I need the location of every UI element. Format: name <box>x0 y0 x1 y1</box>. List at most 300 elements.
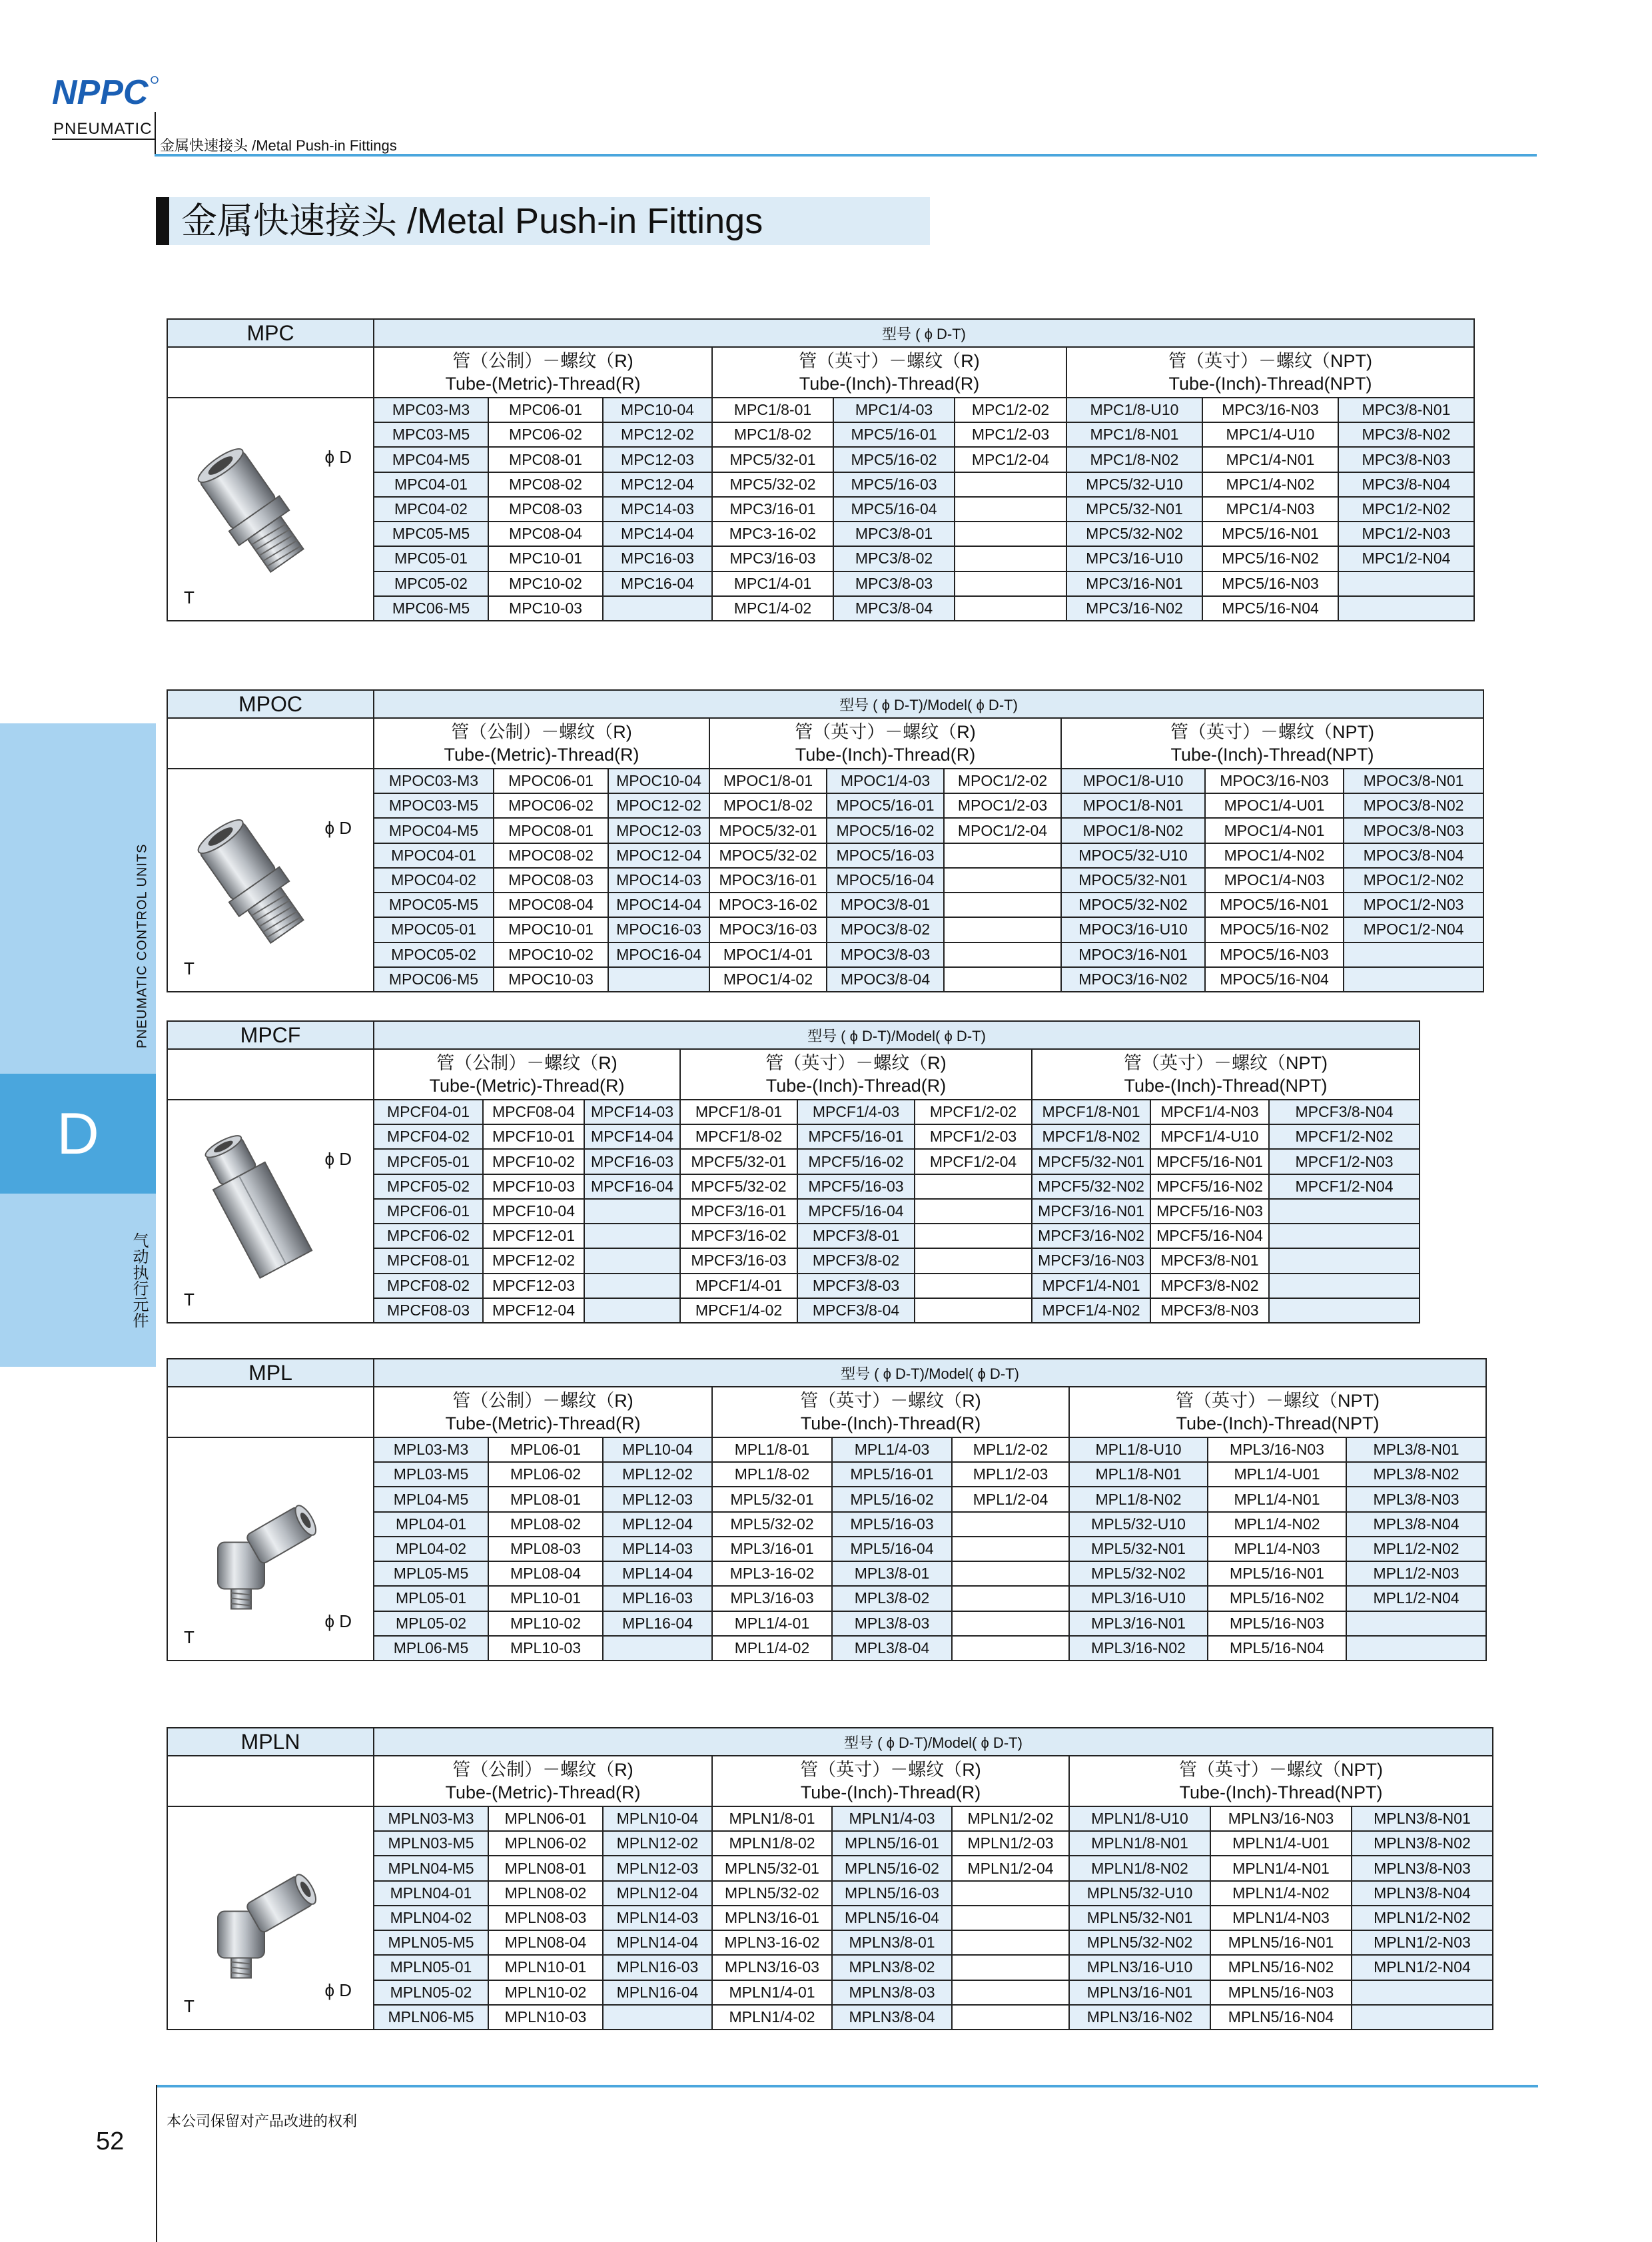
model-code-cell: MPOC5/16-N01 <box>1205 893 1344 917</box>
model-code-cell <box>584 1199 680 1224</box>
fitting-table-mpln <box>167 1727 1493 2030</box>
model-code-cell: MPCF3/16-01 <box>680 1199 797 1224</box>
group-header-en: Tube-(Inch)-Thread(R) <box>800 1782 981 1802</box>
model-code-cell <box>1346 1611 1486 1636</box>
model-code-cell: MPLN16-04 <box>603 1980 712 2005</box>
column-group-header <box>709 718 1061 769</box>
model-code-cell: MPL08-01 <box>488 1487 603 1511</box>
model-code-cell: MPC1/8-N02 <box>1066 447 1202 472</box>
model-code-cell: MPOC10-04 <box>608 769 709 793</box>
model-code-cell: MPLN3/8-N04 <box>1352 1881 1493 1906</box>
model-code-cell: MPLN1/4-U01 <box>1210 1831 1352 1856</box>
model-code-cell: MPCF3/8-N02 <box>1150 1274 1269 1298</box>
model-code-cell: MPOC1/2-N03 <box>1344 893 1483 917</box>
model-code-cell <box>952 1980 1069 2005</box>
model-code-cell: MPLN12-03 <box>603 1856 712 1880</box>
group-header-cn: 管（公制）－螺纹（R) <box>452 1760 633 1780</box>
model-code-cell: MPL08-03 <box>488 1537 603 1561</box>
model-code-cell: MPC04-01 <box>374 472 488 497</box>
model-code-cell <box>584 1274 680 1298</box>
model-code-cell: MPLN5/16-04 <box>832 1906 952 1930</box>
model-code-cell <box>915 1248 1032 1273</box>
model-code-cell: MPC1/4-N03 <box>1202 497 1338 522</box>
model-code-cell: MPC5/16-02 <box>833 447 955 472</box>
model-code-cell <box>1344 967 1483 992</box>
model-code-cell: MPLN5/16-01 <box>832 1831 952 1856</box>
model-code-cell: MPOC1/2-N02 <box>1344 868 1483 893</box>
model-code-cell <box>915 1224 1032 1248</box>
model-code-cell: MPLN5/16-02 <box>832 1856 952 1880</box>
model-code-cell: MPLN3/8-N03 <box>1352 1856 1493 1880</box>
model-code-cell: MPLN10-03 <box>488 2005 603 2030</box>
type-header: 型号 ( ϕ D-T)/Model( ϕ D-T) <box>374 1359 1486 1387</box>
model-code-cell: MPCF10-04 <box>483 1199 584 1224</box>
model-code-cell: MPOC1/4-N01 <box>1205 818 1344 843</box>
model-code-cell: MPOC5/16-01 <box>827 793 944 818</box>
model-code-cell: MPLN12-02 <box>603 1831 712 1856</box>
model-code-cell: MPOC1/4-N02 <box>1205 843 1344 868</box>
group-header-cn: 管（英寸）－螺纹（R) <box>799 351 980 371</box>
model-code-cell: MPOC1/4-U01 <box>1205 793 1344 818</box>
model-code-cell <box>955 571 1066 596</box>
model-code-cell: MPC1/4-01 <box>712 571 833 596</box>
nppc-logo <box>52 75 159 109</box>
model-code-cell: MPLN1/2-02 <box>952 1806 1069 1831</box>
fitting-table-mpcf <box>167 1020 1420 1323</box>
model-code-cell <box>952 1512 1069 1537</box>
model-code-cell: MPL06-01 <box>488 1437 603 1462</box>
model-code-cell: MPLN3/16-N02 <box>1069 2005 1210 2030</box>
model-code-cell: MPL12-03 <box>603 1487 712 1511</box>
model-code-cell: MPL3/8-01 <box>832 1561 952 1586</box>
model-code-cell: MPC04-02 <box>374 497 488 522</box>
diameter-label: ϕ D <box>324 447 352 467</box>
model-code-cell: MPLN3/16-N03 <box>1210 1806 1352 1831</box>
model-code-cell: MPCF1/2-N04 <box>1269 1174 1420 1199</box>
model-name: MPL <box>167 1359 374 1387</box>
model-code-cell <box>1269 1274 1420 1298</box>
model-code-cell: MPOC1/2-N04 <box>1344 917 1483 942</box>
model-code-cell: MPLN3/8-N02 <box>1352 1831 1493 1856</box>
model-code-cell: MPLN12-04 <box>603 1881 712 1906</box>
model-code-cell: MPC05-02 <box>374 571 488 596</box>
model-code-cell <box>1269 1199 1420 1224</box>
model-code-cell: MPL1/4-U01 <box>1208 1462 1346 1487</box>
model-code-cell: MPLN1/8-02 <box>712 1831 832 1856</box>
fitting-table-mpoc <box>167 689 1484 992</box>
model-code-cell: MPOC1/8-01 <box>709 769 827 793</box>
model-code-cell <box>584 1224 680 1248</box>
model-code-cell: MPL1/4-03 <box>832 1437 952 1462</box>
model-code-cell: MPC1/8-01 <box>712 398 833 422</box>
model-code-cell: MPLN06-M5 <box>374 2005 488 2030</box>
model-code-cell: MPL05-02 <box>374 1611 488 1636</box>
fitting-illustration <box>168 1100 374 1322</box>
model-code-cell: MPL04-01 <box>374 1512 488 1537</box>
model-code-cell: MPLN08-04 <box>488 1930 603 1955</box>
model-code-cell: MPL06-02 <box>488 1462 603 1487</box>
model-code-cell: MPC08-02 <box>488 472 603 497</box>
group-header-en: Tube-(Inch)-Thread(R) <box>765 1076 947 1096</box>
model-code-cell: MPLN1/4-N02 <box>1210 1881 1352 1906</box>
model-code-cell: MPOC1/2-03 <box>944 793 1061 818</box>
model-code-cell: MPL10-03 <box>488 1636 603 1661</box>
model-code-cell: MPCF10-02 <box>483 1149 584 1174</box>
model-code-cell: MPOC1/4-02 <box>709 967 827 992</box>
group-header-cn: 管（公制）－螺纹（R) <box>436 1053 618 1073</box>
model-code-cell: MPC14-04 <box>603 522 712 546</box>
model-code-cell <box>584 1298 680 1323</box>
header-blank-cell <box>167 718 374 769</box>
thread-label: T <box>184 587 195 607</box>
model-code-cell: MPCF1/4-01 <box>680 1274 797 1298</box>
model-code-cell: MPOC04-01 <box>374 843 494 868</box>
model-code-cell: MPLN5/16-N04 <box>1210 2005 1352 2030</box>
model-code-cell: MPL10-01 <box>488 1586 603 1611</box>
model-code-cell: MPLN1/4-01 <box>712 1980 832 2005</box>
type-header: 型号 ( ϕ D-T) <box>374 319 1474 347</box>
model-code-cell: MPLN06-01 <box>488 1806 603 1831</box>
model-code-cell: MPCF16-04 <box>584 1174 680 1199</box>
model-code-cell: MPOC1/4-N03 <box>1205 868 1344 893</box>
model-code-cell: MPLN3/8-N01 <box>1352 1806 1493 1831</box>
model-name: MPLN <box>167 1728 374 1756</box>
model-code-cell: MPL3/16-N02 <box>1069 1636 1208 1661</box>
group-header-cn: 管（公制）－螺纹（R) <box>452 351 633 371</box>
side-tab-letter: D <box>57 1100 99 1166</box>
model-code-cell: MPCF3/16-N01 <box>1032 1199 1150 1224</box>
group-header-cn: 管（英寸）－螺纹（NPT) <box>1176 1391 1380 1411</box>
model-code-cell: MPLN5/32-N02 <box>1069 1930 1210 1955</box>
model-code-cell: MPL1/8-U10 <box>1069 1437 1208 1462</box>
model-code-cell: MPC10-04 <box>603 398 712 422</box>
model-code-cell: MPCF5/32-01 <box>680 1149 797 1174</box>
model-code-cell: MPL1/2-03 <box>952 1462 1069 1487</box>
fitting-illustration <box>168 769 374 991</box>
model-code-cell: MPL3/16-01 <box>712 1537 832 1561</box>
model-code-cell: MPC1/4-N01 <box>1202 447 1338 472</box>
group-header-en: Tube-(Metric)-Thread(R) <box>445 1782 641 1802</box>
model-code-cell: MPL5/16-03 <box>832 1512 952 1537</box>
model-code-cell: MPOC05-01 <box>374 917 494 942</box>
footer-rule <box>156 2085 1538 2087</box>
model-code-cell: MPL5/32-02 <box>712 1512 832 1537</box>
column-group-header <box>1032 1049 1420 1100</box>
model-code-cell: MPLN1/8-N02 <box>1069 1856 1210 1880</box>
model-code-cell: MPOC5/16-N02 <box>1205 917 1344 942</box>
model-code-cell: MPL03-M3 <box>374 1437 488 1462</box>
model-code-cell: MPC12-02 <box>603 422 712 447</box>
model-code-cell: MPCF1/8-N01 <box>1032 1100 1150 1124</box>
model-code-cell: MPL1/8-N02 <box>1069 1487 1208 1511</box>
model-code-cell: MPC08-04 <box>488 522 603 546</box>
model-code-cell: MPC16-03 <box>603 546 712 571</box>
model-code-cell: MPLN3/16-01 <box>712 1906 832 1930</box>
model-code-cell: MPL1/2-N04 <box>1346 1586 1486 1611</box>
model-code-cell: MPOC3/16-03 <box>709 917 827 942</box>
model-code-cell: MPCF10-03 <box>483 1174 584 1199</box>
model-code-cell: MPCF1/2-04 <box>915 1149 1032 1174</box>
section-heading-marker <box>156 197 169 245</box>
logo-text: NPPC <box>52 75 149 109</box>
model-code-cell: MPOC3-16-02 <box>709 893 827 917</box>
model-code-cell: MPOC08-04 <box>494 893 608 917</box>
model-code-cell <box>944 942 1061 967</box>
model-code-cell: MPC1/8-02 <box>712 422 833 447</box>
model-code-cell: MPL10-04 <box>603 1437 712 1462</box>
model-code-cell: MPLN08-03 <box>488 1906 603 1930</box>
model-code-cell: MPLN10-01 <box>488 1955 603 1980</box>
model-code-cell: MPCF1/2-02 <box>915 1100 1032 1124</box>
model-code-cell: MPOC5/16-02 <box>827 818 944 843</box>
model-code-cell: MPC5/16-N01 <box>1202 522 1338 546</box>
model-code-cell: MPOC3/8-N02 <box>1344 793 1483 818</box>
model-code-cell: MPCF1/2-N03 <box>1269 1149 1420 1174</box>
model-code-cell: MPCF3/16-02 <box>680 1224 797 1248</box>
model-code-cell <box>944 843 1061 868</box>
model-code-cell: MPLN03-M5 <box>374 1831 488 1856</box>
model-code-cell <box>944 868 1061 893</box>
model-code-cell <box>944 967 1061 992</box>
model-code-cell: MPL08-02 <box>488 1512 603 1537</box>
fitting-image-cell <box>167 1806 374 2030</box>
model-code-cell: MPC06-01 <box>488 398 603 422</box>
model-code-cell <box>952 1955 1069 1980</box>
model-code-cell: MPL1/4-02 <box>712 1636 832 1661</box>
model-code-cell: MPCF06-02 <box>374 1224 483 1248</box>
model-code-cell <box>955 497 1066 522</box>
column-group-header <box>1066 347 1474 398</box>
model-code-cell <box>952 2005 1069 2030</box>
model-code-cell <box>944 893 1061 917</box>
model-code-cell: MPOC3/8-01 <box>827 893 944 917</box>
group-header-cn: 管（英寸）－螺纹（NPT) <box>1124 1053 1328 1073</box>
model-code-cell: MPC5/32-01 <box>712 447 833 472</box>
group-header-en: Tube-(Metric)-Thread(R) <box>445 1413 641 1433</box>
model-code-cell: MPL3/8-N03 <box>1346 1487 1486 1511</box>
model-code-cell: MPLN1/4-03 <box>832 1806 952 1831</box>
model-code-cell: MPC1/4-03 <box>833 398 955 422</box>
model-code-cell <box>1269 1298 1420 1323</box>
model-code-cell <box>955 596 1066 621</box>
model-code-cell: MPL3/16-N01 <box>1069 1611 1208 1636</box>
model-code-cell: MPLN1/2-N03 <box>1352 1930 1493 1955</box>
model-code-cell <box>1338 596 1474 621</box>
model-code-cell: MPC3/16-03 <box>712 546 833 571</box>
model-code-cell: MPCF3/8-N03 <box>1150 1298 1269 1323</box>
model-code-cell: MPL3/16-03 <box>712 1586 832 1611</box>
model-code-cell <box>952 1611 1069 1636</box>
model-code-cell: MPL3/8-04 <box>832 1636 952 1661</box>
model-code-cell: MPL03-M5 <box>374 1462 488 1487</box>
model-code-cell: MPC1/2-04 <box>955 447 1066 472</box>
model-code-cell: MPLN1/8-01 <box>712 1806 832 1831</box>
model-code-cell: MPCF5/16-01 <box>797 1124 915 1149</box>
model-code-cell: MPCF5/16-N04 <box>1150 1224 1269 1248</box>
model-code-cell <box>603 1636 712 1661</box>
model-code-cell: MPCF08-02 <box>374 1274 483 1298</box>
model-code-cell: MPLN03-M3 <box>374 1806 488 1831</box>
model-code-cell: MPOC5/32-02 <box>709 843 827 868</box>
model-code-cell: MPL5/16-N01 <box>1208 1561 1346 1586</box>
header-blank-cell <box>167 1049 374 1100</box>
model-code-cell <box>952 1930 1069 1955</box>
footer-vertical-rule <box>156 2085 157 2242</box>
model-code-cell: MPL1/4-N03 <box>1208 1537 1346 1561</box>
model-code-cell: MPLN1/2-04 <box>952 1856 1069 1880</box>
model-code-cell: MPC03-M3 <box>374 398 488 422</box>
model-code-cell: MPLN04-02 <box>374 1906 488 1930</box>
model-code-cell: MPLN1/4-N03 <box>1210 1906 1352 1930</box>
model-code-cell: MPOC05-02 <box>374 942 494 967</box>
model-code-cell: MPOC3/8-04 <box>827 967 944 992</box>
model-code-cell: MPC3/8-02 <box>833 546 955 571</box>
model-code-cell: MPOC1/8-U10 <box>1061 769 1205 793</box>
type-header: 型号 ( ϕ D-T)/Model( ϕ D-T) <box>374 1728 1493 1756</box>
group-header-en: Tube-(Metric)-Thread(R) <box>445 374 641 394</box>
group-header-cn: 管（英寸）－螺纹（R) <box>800 1391 981 1411</box>
model-code-cell: MPOC5/16-N04 <box>1205 967 1344 992</box>
model-code-cell: MPCF3/8-N04 <box>1269 1100 1420 1124</box>
model-code-cell: MPC03-M5 <box>374 422 488 447</box>
model-code-cell: MPC08-03 <box>488 497 603 522</box>
model-code-cell: MPC1/2-N02 <box>1338 497 1474 522</box>
model-code-cell: MPCF5/32-N01 <box>1032 1149 1150 1174</box>
model-code-cell: MPL5/16-02 <box>832 1487 952 1511</box>
header-blank-cell <box>167 1387 374 1437</box>
column-group-header <box>374 718 709 769</box>
model-code-cell: MPLN08-02 <box>488 1881 603 1906</box>
model-code-cell: MPC3/8-N04 <box>1338 472 1474 497</box>
model-code-cell: MPOC3/8-N04 <box>1344 843 1483 868</box>
model-code-cell: MPCF05-02 <box>374 1174 483 1199</box>
model-code-cell: MPC10-02 <box>488 571 603 596</box>
model-code-cell: MPLN5/16-N01 <box>1210 1930 1352 1955</box>
group-header-cn: 管（英寸）－螺纹（R) <box>795 722 976 742</box>
model-code-cell: MPC3/8-N02 <box>1338 422 1474 447</box>
model-code-cell: MPLN3/16-N01 <box>1069 1980 1210 2005</box>
model-code-cell: MPCF08-04 <box>483 1100 584 1124</box>
model-code-cell: MPOC03-M5 <box>374 793 494 818</box>
model-code-cell: MPLN3/8-03 <box>832 1980 952 2005</box>
model-code-cell: MPC5/16-N03 <box>1202 571 1338 596</box>
model-code-cell: MPCF12-03 <box>483 1274 584 1298</box>
model-code-cell: MPL5/32-N02 <box>1069 1561 1208 1586</box>
column-group-header <box>374 1387 712 1437</box>
model-code-cell <box>915 1298 1032 1323</box>
model-code-cell: MPCF12-02 <box>483 1248 584 1273</box>
model-name: MPCF <box>167 1021 374 1049</box>
model-code-cell: MPCF16-03 <box>584 1149 680 1174</box>
model-code-cell: MPLN06-02 <box>488 1831 603 1856</box>
diameter-label: ϕ D <box>324 1980 352 2000</box>
model-code-cell: MPL14-03 <box>603 1537 712 1561</box>
model-code-cell: MPCF12-01 <box>483 1224 584 1248</box>
model-code-cell: MPL04-M5 <box>374 1487 488 1511</box>
group-header-cn: 管（英寸）－螺纹（NPT) <box>1168 351 1372 371</box>
model-code-cell: MPOC06-01 <box>494 769 608 793</box>
table-row <box>167 1437 1486 1462</box>
model-code-cell: MPL1/2-04 <box>952 1487 1069 1511</box>
table-row <box>167 398 1474 422</box>
diameter-label: ϕ D <box>324 1149 352 1169</box>
group-header-cn: 管（公制）－螺纹（R) <box>452 1391 633 1411</box>
model-code-cell: MPL04-02 <box>374 1537 488 1561</box>
model-code-cell: MPL16-03 <box>603 1586 712 1611</box>
model-code-cell: MPCF1/8-N02 <box>1032 1124 1150 1149</box>
model-code-cell <box>584 1248 680 1273</box>
group-header-en: Tube-(Inch)-Thread(NPT) <box>1170 745 1374 765</box>
group-header-en: Tube-(Inch)-Thread(NPT) <box>1176 1413 1380 1433</box>
model-code-cell: MPOC3/8-N01 <box>1344 769 1483 793</box>
model-code-cell: MPOC5/16-N03 <box>1205 942 1344 967</box>
model-code-cell: MPCF3/16-03 <box>680 1248 797 1273</box>
model-code-cell: MPC3/8-N03 <box>1338 447 1474 472</box>
fitting-image-cell <box>167 1100 374 1323</box>
model-code-cell: MPOC08-01 <box>494 818 608 843</box>
model-code-cell: MPOC1/8-02 <box>709 793 827 818</box>
model-code-cell: MPL1/4-N01 <box>1208 1487 1346 1511</box>
model-code-cell: MPL5/32-U10 <box>1069 1512 1208 1537</box>
model-code-cell: MPOC06-02 <box>494 793 608 818</box>
column-group-header <box>374 347 712 398</box>
model-code-cell: MPLN3/8-01 <box>832 1930 952 1955</box>
model-code-cell: MPC05-M5 <box>374 522 488 546</box>
model-code-cell <box>952 1586 1069 1611</box>
model-code-cell: MPC3/8-04 <box>833 596 955 621</box>
model-code-cell: MPCF3/8-02 <box>797 1248 915 1273</box>
model-code-cell <box>955 522 1066 546</box>
model-code-cell: MPL3/8-N01 <box>1346 1437 1486 1462</box>
model-code-cell: MPCF14-04 <box>584 1124 680 1149</box>
model-code-cell: MPOC3/8-03 <box>827 942 944 967</box>
model-code-cell: MPCF1/2-N02 <box>1269 1124 1420 1149</box>
model-code-cell: MPOC3/16-N01 <box>1061 942 1205 967</box>
model-code-cell: MPL05-01 <box>374 1586 488 1611</box>
model-code-cell: MPC5/32-N02 <box>1066 522 1202 546</box>
model-code-cell: MPOC3/16-N02 <box>1061 967 1205 992</box>
model-code-cell: MPOC1/2-04 <box>944 818 1061 843</box>
model-code-cell: MPLN5/16-N03 <box>1210 1980 1352 2005</box>
model-code-cell <box>952 1537 1069 1561</box>
model-code-cell: MPC5/32-N01 <box>1066 497 1202 522</box>
model-code-cell: MPC3/16-N02 <box>1066 596 1202 621</box>
diameter-label: ϕ D <box>324 1611 352 1631</box>
model-code-cell: MPL14-04 <box>603 1561 712 1586</box>
model-code-cell <box>1269 1224 1420 1248</box>
column-group-header <box>1069 1387 1486 1437</box>
model-code-cell: MPC3/8-01 <box>833 522 955 546</box>
model-code-cell: MPOC1/4-01 <box>709 942 827 967</box>
model-code-cell: MPLN05-01 <box>374 1955 488 1980</box>
side-tab-english-label: PNEUMATIC CONTROL UNITS <box>135 843 150 1048</box>
model-code-cell: MPOC3/16-01 <box>709 868 827 893</box>
model-code-cell: MPLN3/16-03 <box>712 1955 832 1980</box>
model-code-cell: MPC04-M5 <box>374 447 488 472</box>
model-code-cell: MPL1/2-N03 <box>1346 1561 1486 1586</box>
table-row <box>167 769 1483 793</box>
model-code-cell: MPOC16-03 <box>608 917 709 942</box>
model-code-cell: MPCF5/16-03 <box>797 1174 915 1199</box>
model-code-cell: MPLN14-03 <box>603 1906 712 1930</box>
model-code-cell: MPL3/8-N02 <box>1346 1462 1486 1487</box>
model-code-cell: MPCF5/16-N02 <box>1150 1174 1269 1199</box>
model-name: MPC <box>167 319 374 347</box>
model-code-cell: MPC5/16-04 <box>833 497 955 522</box>
model-code-cell: MPCF1/4-U10 <box>1150 1124 1269 1149</box>
group-header-cn: 管（英寸）－螺纹（R) <box>765 1053 947 1073</box>
group-header-en: Tube-(Inch)-Thread(NPT) <box>1168 374 1372 394</box>
